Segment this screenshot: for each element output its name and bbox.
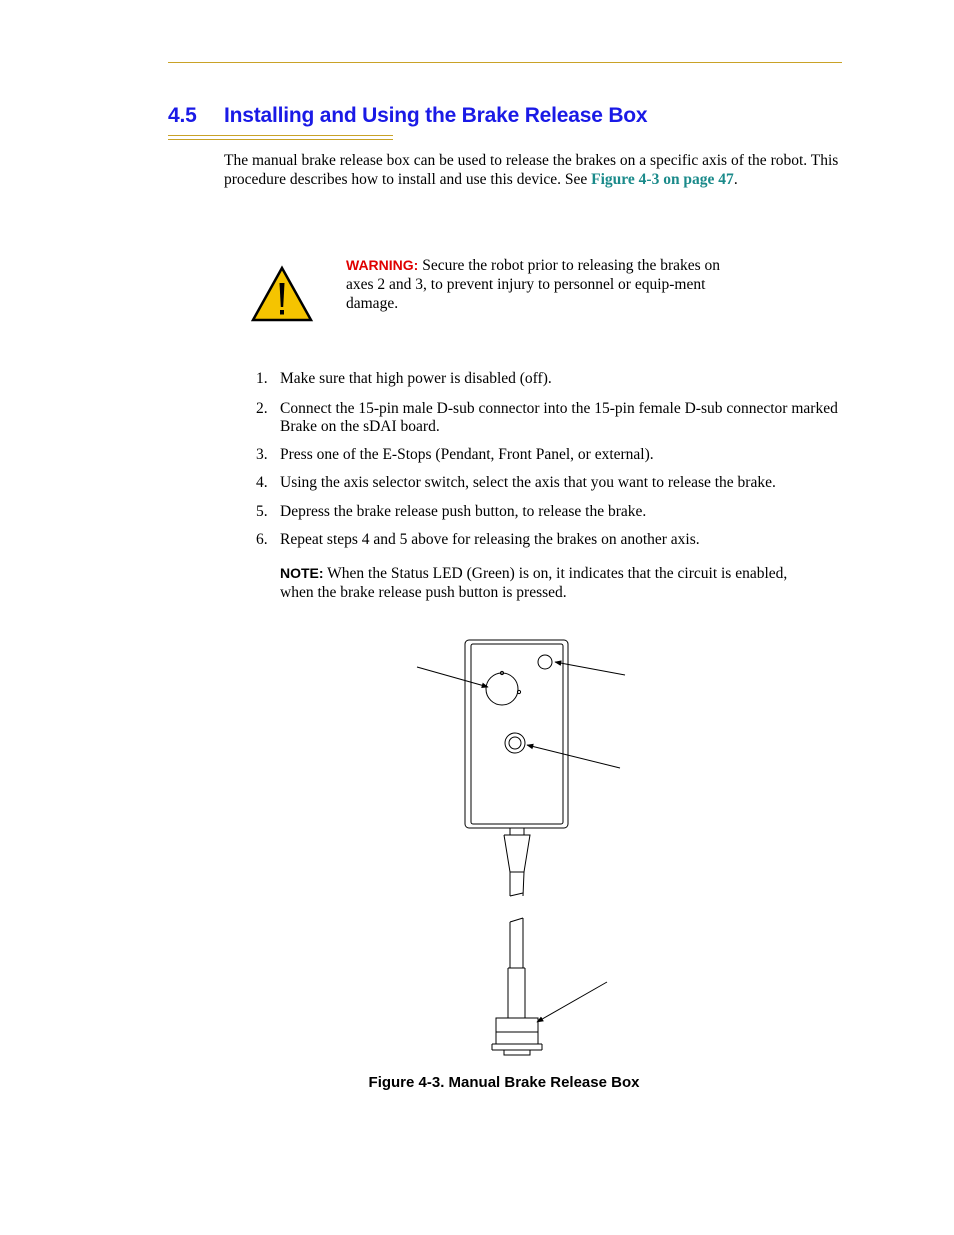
callout-arrow-led [555,662,625,675]
figure-caption: Figure 4-3. Manual Brake Release Box [368,1074,640,1091]
step-number: 2. [256,400,268,417]
warning-body: Secure the robot prior to releasing the brakes on axes 2 and 3, to prevent injury to personnel or equip-ment damage. [346,257,721,312]
callout-arrow-button [527,745,620,768]
step-number: 4. [256,474,268,491]
step-number: 1. [256,370,268,387]
step-number: 3. [256,446,268,463]
brake-release-push-button [505,733,525,753]
section-heading [168,104,647,128]
section-title: Installing and Using the Brake Release Box [224,104,648,127]
step-number: 5. [256,503,268,520]
note-label: NOTE: [280,565,324,581]
warning-triangle-icon [250,265,314,323]
intro-text: The manual brake release box can be used to release the brakes on a specific axis of the robot. This procedure describes how to install and use this device. See [224,152,839,188]
step-text: Using the axis selector switch, select the axis that you want to release the brake. [280,474,776,491]
d-sub-connector [492,1018,542,1055]
cable-lower [508,918,525,1018]
box-enclosure [465,640,568,828]
note-paragraph [280,564,800,602]
step-number: 6. [256,531,268,548]
header-rule [168,62,842,63]
callout-arrow-selector [417,667,488,687]
section-number: 4.5 [168,104,197,127]
warning-message [346,256,746,313]
callout-arrow-connector [537,982,607,1022]
axis-selector-switch [486,671,521,705]
brake-release-box-drawing [400,630,640,1060]
intro-paragraph [224,151,844,189]
step-text: Connect the 15-pin male D-sub connector into the 15-pin female D-sub connector marked Brake on the sDAI board. [280,400,838,435]
step-text: Repeat steps 4 and 5 above for releasing the brakes on another axis. [280,531,700,548]
heading-underline [168,135,393,140]
intro-period: . [733,171,738,188]
cable-strain-relief [504,828,530,872]
step-text: Press one of the E-Stops (Pendant, Front Panel, or external). [280,446,654,463]
step-text: Make sure that high power is disabled (off). [280,370,552,387]
step-text: Depress the brake release push button, to release the brake. [280,503,647,520]
note-body: When the Status LED (Green) is on, it indicates that the circuit is enabled, when the brake release push button is pressed. [280,565,788,601]
cable-upper [510,872,524,896]
figure-cross-reference-link[interactable]: Figure 4-3 on page 47 [591,171,734,188]
warning-label: WARNING: [346,257,419,273]
status-led [538,655,552,669]
